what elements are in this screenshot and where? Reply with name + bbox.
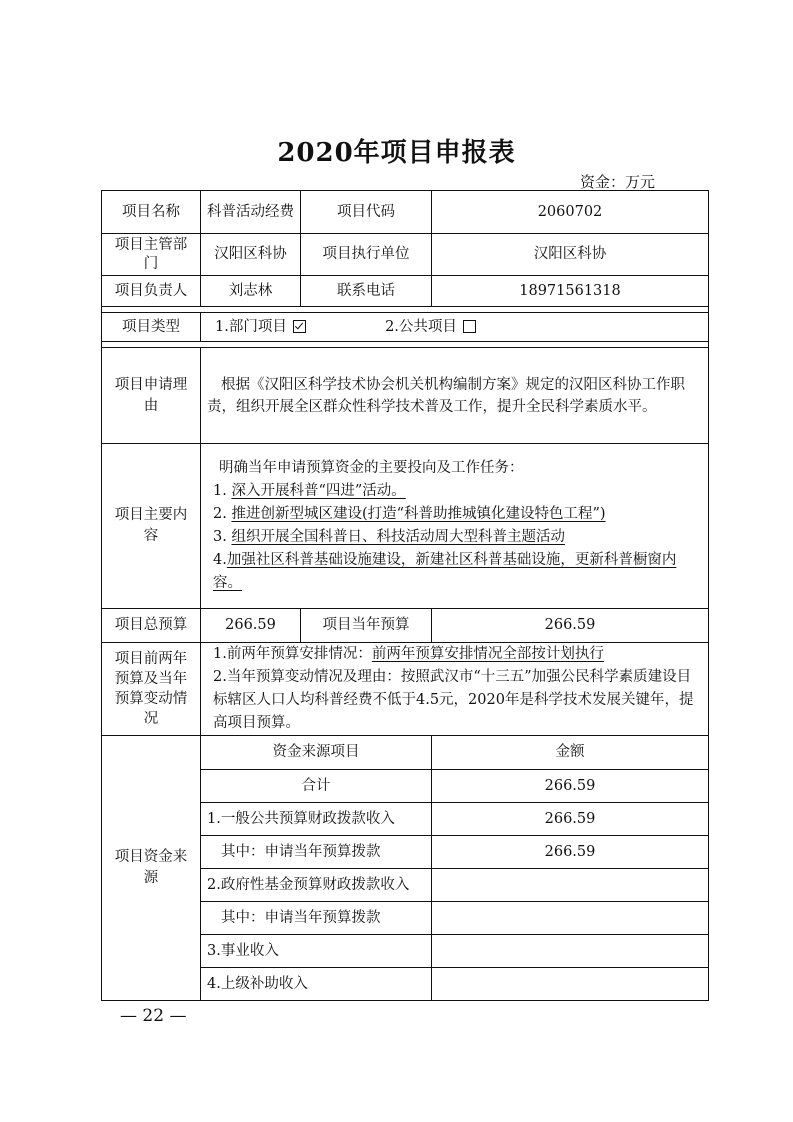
type-options <box>201 313 709 342</box>
content-cell <box>201 444 709 609</box>
current-label: 项目当年预算 <box>301 609 432 643</box>
table-row <box>102 444 709 609</box>
name-value: 科普活动经费 <box>201 191 301 234</box>
table-row <box>102 191 709 234</box>
lead-value: 刘志林 <box>201 276 301 307</box>
code-label: 项目代码 <box>301 191 432 234</box>
change-2-text: 2.当年预算变动情况及理由：按照武汉市“十三五”加强公民科学素质建设目标辖区人口人均科普经费不低于4.5元，2020年是科学技术发展关键年，提高项目预算。 <box>213 669 694 731</box>
source-name: 其中：申请当年预算拨款 <box>201 902 432 935</box>
type-label: 项目类型 <box>102 313 201 342</box>
content-item: 推进创新型城区建设(打造“科普助推城镇化建设特色工程”) <box>231 506 606 522</box>
total-value: 266.59 <box>201 609 301 643</box>
lead-label: 项目负责人 <box>102 276 201 307</box>
change-1-prefix: 1.前两年预算安排情况： <box>213 646 372 662</box>
content-item-num: 3. <box>213 529 227 545</box>
name-label: 项目名称 <box>102 191 201 234</box>
content-item: 深入开展科普“四进”活动。 <box>231 483 406 499</box>
content-item-num: 1. <box>213 483 227 499</box>
unit-label: 资金：万元 <box>580 173 656 191</box>
application-table <box>101 190 709 1001</box>
table-row <box>102 276 709 307</box>
reason-text: 根据《汉阳区科学技术协会机关机构编制方案》规定的汉阳区科协工作职责，组织开展全区群众性科学技术普及工作，提升全民科学素质水平。 <box>201 348 709 444</box>
type-option-dept: 1.部门项目 <box>215 318 287 335</box>
source-amount <box>432 902 709 935</box>
table-row <box>102 736 709 770</box>
source-name: 4.上级补助收入 <box>201 968 432 1001</box>
content-item-num: 2. <box>213 506 227 522</box>
page-number: — 22 — <box>120 1006 187 1026</box>
content-item-num: 4. <box>213 552 227 568</box>
phone-value: 18971561318 <box>432 276 709 307</box>
current-value: 266.59 <box>432 609 709 643</box>
change-label: 项目前两年预算及当年预算变动情况 <box>102 643 201 736</box>
content-item: 加强社区科普基础设施建设，新建社区科普基础设施，更新科普橱窗内容。 <box>213 552 677 591</box>
type-option-public: 2.公共项目 <box>385 318 457 335</box>
code-value: 2060702 <box>432 191 709 234</box>
checkbox-empty-icon <box>463 320 476 333</box>
source-col1-header: 资金来源项目 <box>201 736 432 770</box>
content-item: 组织开展全国科普日、科技活动周大型科普主题活动 <box>231 529 565 545</box>
source-amount <box>432 869 709 902</box>
source-amount: 266.59 <box>432 803 709 836</box>
source-amount: 266.59 <box>432 836 709 869</box>
dept-label: 项目主管部门 <box>102 234 201 276</box>
source-name: 2.政府性基金预算财政拨款收入 <box>201 869 432 902</box>
exec-label: 项目执行单位 <box>301 234 432 276</box>
source-label: 项目资金来源 <box>102 736 201 1001</box>
table-row <box>102 348 709 444</box>
change-1-value: 前两年预算安排情况全部按计划执行 <box>371 646 604 662</box>
source-amount <box>432 968 709 1001</box>
page-title: 2020年项目申报表 <box>277 138 516 168</box>
source-col2-header: 金额 <box>432 736 709 770</box>
content-label: 项目主要内容 <box>102 444 201 609</box>
reason-label: 项目申请理由 <box>102 348 201 444</box>
exec-value: 汉阳区科协 <box>432 234 709 276</box>
content-intro: 明确当年申请预算资金的主要投向及工作任务： <box>219 460 524 476</box>
table-row <box>102 609 709 643</box>
source-amount <box>432 935 709 968</box>
source-amount: 266.59 <box>432 770 709 803</box>
total-label: 项目总预算 <box>102 609 201 643</box>
table-row <box>102 643 709 736</box>
source-name: 1.一般公共预算财政拨款收入 <box>201 803 432 836</box>
change-cell <box>201 643 709 736</box>
table-row <box>102 313 709 342</box>
table-row <box>102 234 709 276</box>
source-name: 3.事业收入 <box>201 935 432 968</box>
source-name: 合计 <box>201 770 432 803</box>
dept-value: 汉阳区科协 <box>201 234 301 276</box>
checkbox-checked-icon <box>293 320 306 333</box>
phone-label: 联系电话 <box>301 276 432 307</box>
source-name: 其中：申请当年预算拨款 <box>201 836 432 869</box>
